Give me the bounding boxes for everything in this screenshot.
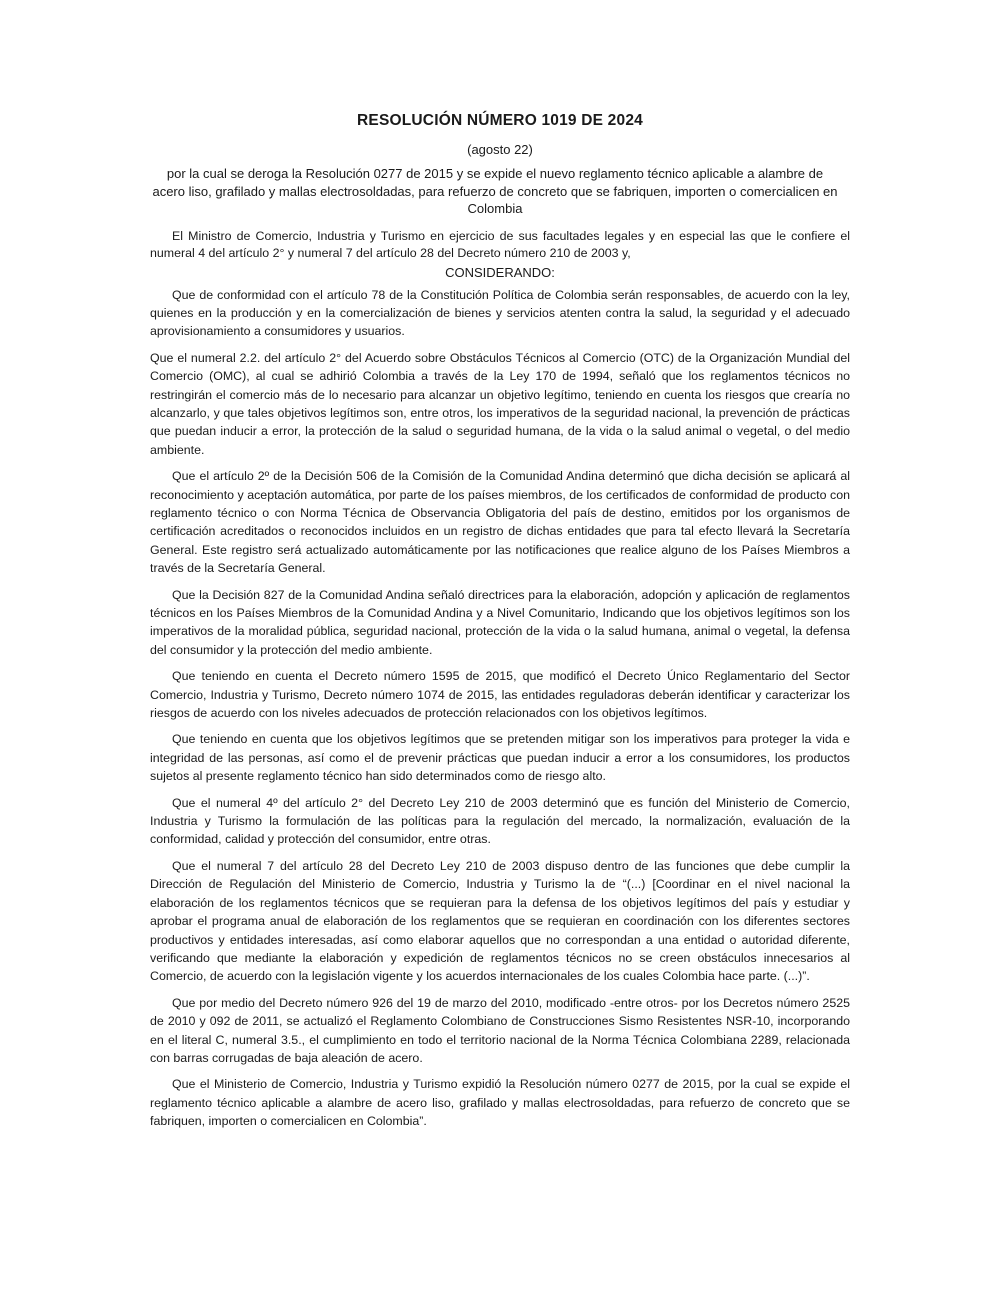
considerando-paragraph-1: Que de conformidad con el artículo 78 de la Constitución Política de Colombia serán responsables, de acuerdo con la ley, quienes en la producción y en la comercialización de bienes y servicios atenten contra la salud, la seguridad y el adecuado aprovisionamiento a consumidores y usuarios. (150, 287, 850, 339)
considerando-heading: CONSIDERANDO: (445, 264, 555, 280)
considerando-paragraph-5: Que teniendo en cuenta el Decreto número 1595 de 2015, que modificó el Decreto Único Reglamentario del Sector Comercio, Industria y Turismo, Decreto número 1074 de 2015, las entidades reguladoras deberán identificar y caracterizar los riesgos de acuerdo con los niveles adecuados de protección relacionados con los objetivos legítimos. (150, 669, 850, 721)
considerando-paragraph-9: Que por medio del Decreto número 926 del 19 de marzo del 2010, modificado -entre otros- por los Decretos número 2525 de 2010 y 092 de 2011, se actualizó el Reglamento Colombiano de Construcciones Sismo Resistentes NSR-10, incorporando en el literal C, numeral 3.5., el cumplimiento en todo el territorio nacional de la Norma Técnica Colombiana 2289, relacionada con barras corrugadas de baja aleación de acero. (150, 995, 850, 1065)
considerando-paragraph-8: Que el numeral 7 del artículo 28 del Decreto Ley 210 de 2003 dispuso dentro de las funciones que debe cumplir la Dirección de Regulación del Ministerio de Comercio, Industria y Turismo la de “(...) [Coordinar en el nivel nacional la elaboración de los reglamentos técnicos que se requieran para la defensa de los objetivos legítimos del país y estudiar y aprobar el programa anual de elaboración de los reglamentos que se requieran en coordinación con los diferentes sectores productivos y entidades interesadas, así como elaborar aquellos que no correspondan a una entidad o autoridad diferente, verificando que mediante la elaboración y expedición de reglamentos técnicos no se creen obstáculos innecesarios al Comercio, de acuerdo con la legislación vigente y los acuerdos internacionales de los cuales Colombia hace parte. (...)”. (150, 858, 850, 984)
resolution-page (150, 112, 850, 1139)
intro-paragraph: El Ministro de Comercio, Industria y Turismo en ejercicio de sus facultades legales y en especial las que le confiere el numeral 4 del artículo 2° y numeral 7 del artículo 28 del Decreto número 210 de 2003 y, (150, 228, 850, 260)
considerando-paragraph-4: Que la Decisión 827 de la Comunidad Andina señaló directrices para la elaboración, adopción y aplicación de reglamentos técnicos en los Países Miembros de la Comunidad Andina y a Nivel Comunitario, Indicando que los objetivos legítimos son los imperativos de la moralidad pública, seguridad nacional, protección de la vida o la salud humana, animal o vegetal, la defensa del consumidor y la protección del medio ambiente. (150, 587, 850, 657)
resolution-title: RESOLUCIÓN NÚMERO 1019 DE 2024 (357, 112, 643, 129)
considerando-paragraph-3: Que el artículo 2º de la Decisión 506 de la Comisión de la Comunidad Andina determinó que dicha decisión se aplicará al reconocimiento y aceptación automática, por parte de los países miembros, de los certificados de conformidad de producto con reglamento técnico o con Norma Técnica de Observancia Obligatoria del país de destino, emitidos por los organismos de certificación acreditados o reconocidos incluidos en un registro de dichas entidades que para tal efecto llevará la Secretaría General. Este registro será actualizado automáticamente por las notificaciones que realice alguno de los Países Miembros a través de la Secretaría General. (150, 469, 850, 576)
considerando-paragraph-2: Que el numeral 2.2. del artículo 2° del Acuerdo sobre Obstáculos Técnicos al Comercio (OTC) de la Organización Mundial del Comercio (OMC), al cual se adhirió Colombia a través de la Ley 170 de 1994, señaló que los reglamentos técnicos no restringirán el comercio más de lo necesario para alcanzar un objetivo legítimo, teniendo en cuenta los riesgos que crearía no alcanzarlo, y que tales objetivos legítimos son, entre otros, los imperativos de la seguridad nacional, la prevención de prácticas que puedan inducir a error, la protección de la salud o seguridad humana, de la vida o la salud animal o vegetal, o del medio ambiente. (150, 350, 850, 457)
considerando-paragraph-10: Que el Ministerio de Comercio, Industria y Turismo expidió la Resolución número 0277 de 2015, por la cual se expide el reglamento técnico aplicable a alambre de acero liso, grafilado y mallas electrosoldadas, para refuerzo de concreto que se fabriquen, importen o comercialicen en Colombia”. (150, 1077, 850, 1129)
considerando-paragraph-6: Que teniendo en cuenta que los objetivos legítimos que se pretenden mitigar son los imperativos para proteger la vida e integridad de las personas, así como el de prevenir prácticas que puedan inducir a error a los consumidores, los productos sujetos al presente reglamento técnico han sido determinados como de riesgo alto. (150, 732, 850, 784)
resolution-date: (agosto 22) (467, 142, 533, 157)
resolution-subtitle: por la cual se deroga la Resolución 0277 de 2015 y se expide el nuevo reglamento técnico aplicable a alambre de acero liso, grafilado y mallas electrosoldadas, para refuerzo de concreto que se fabriquen, importen o comercialicen en Colombia (152, 166, 838, 216)
considerando-paragraph-7: Que el numeral 4º del artículo 2° del Decreto Ley 210 de 2003 determinó que es función del Ministerio de Comercio, Industria y Turismo la formulación de las políticas para la regulación del mercado, la normalización, evaluación de la conformidad, calidad y protección del consumidor, entre otras. (150, 795, 850, 847)
